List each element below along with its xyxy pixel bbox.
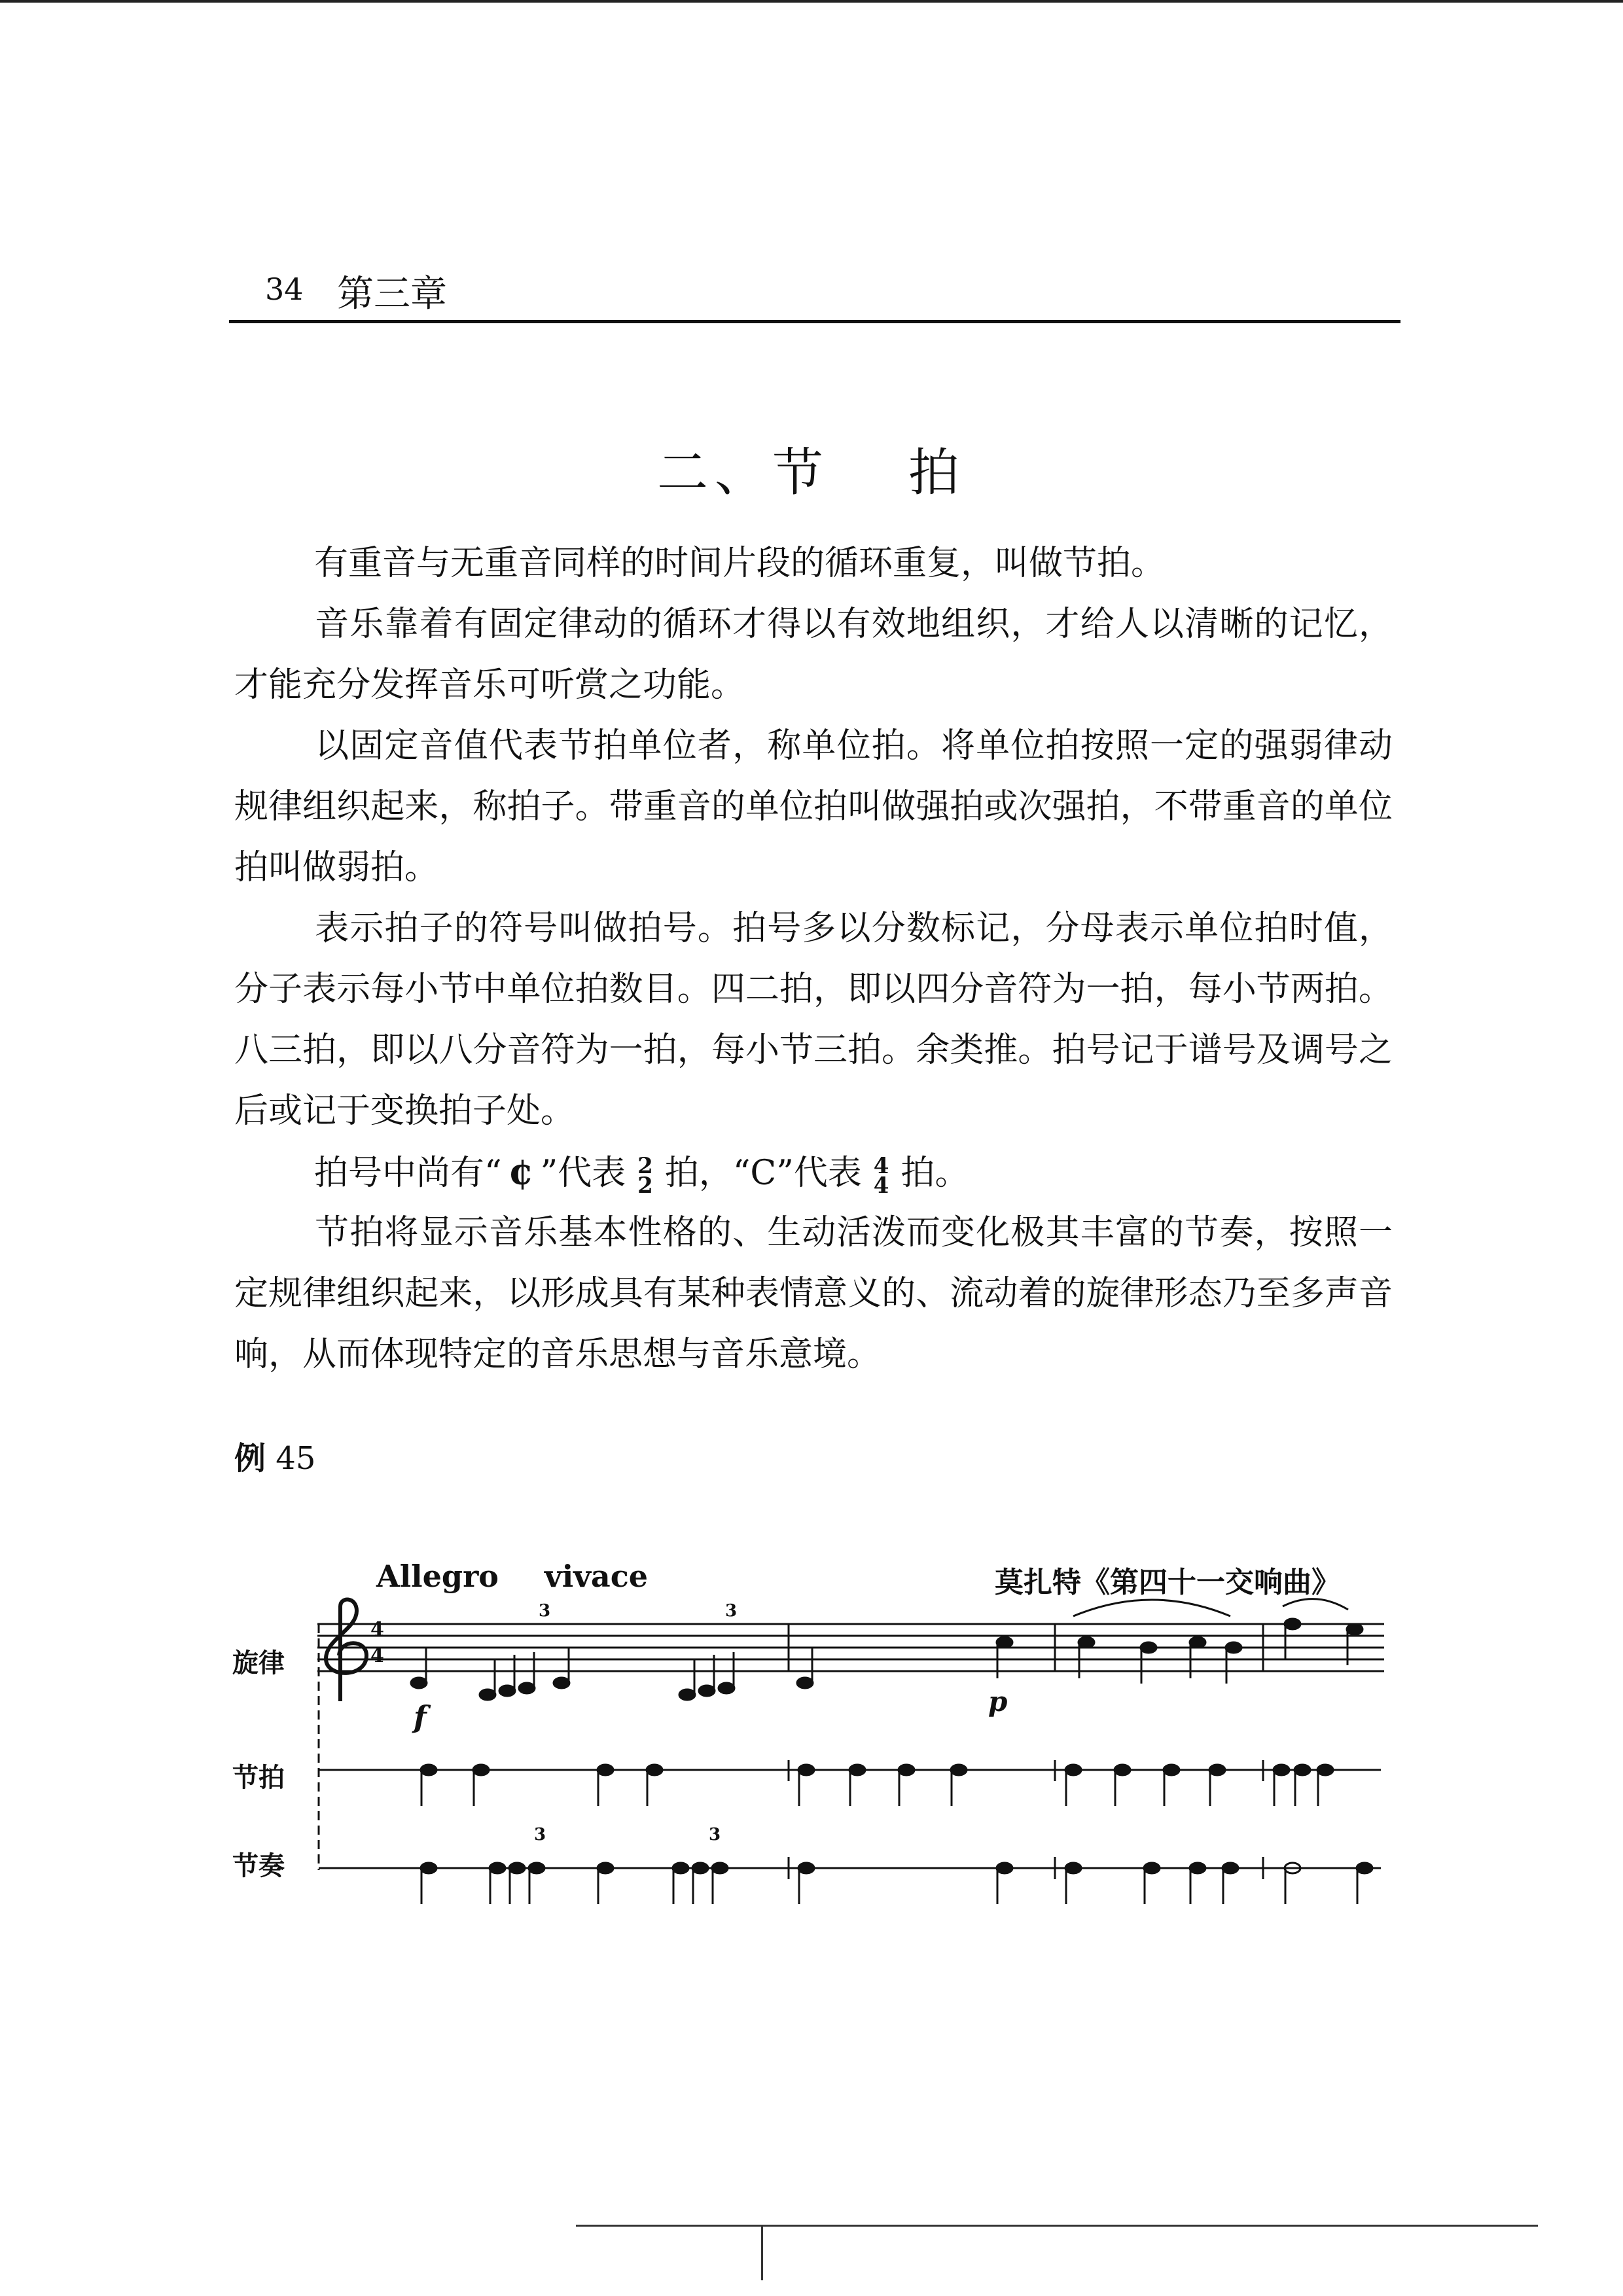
meter-beat [1209,1765,1225,1775]
score-drawing [317,1599,1384,1879]
melody-note [1141,1642,1156,1653]
dynamic-piano: p [988,1686,1008,1718]
meter-beat [1274,1765,1289,1775]
meter-beat [421,1765,437,1775]
slur [1073,1600,1230,1616]
triplet-mark-1: 3 [539,1601,551,1621]
melody-note [719,1683,734,1693]
bottom-rule [576,2225,1538,2227]
meter-beat [899,1765,914,1775]
paragraph-6-text: 节拍将显示音乐基本性格的、生动活泼而变化极其丰富的节奏，按照一定规律组织起来，以形成具有某种表情意义的、流动着的旋律形态乃至多声音响，从而体现特定的音乐思想与音乐意境。 [234,1213,1393,1374]
rhythm-note [529,1863,544,1873]
time-sig-numerator: 4 [370,1618,384,1641]
frac2-numerator: 4 [873,1152,889,1179]
rhythm-note [997,1863,1012,1873]
example-number: 45 [276,1440,316,1477]
p5-part3: 拍，“C”代表 [664,1154,862,1193]
melody-note [1347,1624,1363,1634]
row-label-melody: 旋律 [232,1648,285,1678]
frac1-denominator: 2 [637,1172,653,1199]
melody-note [1190,1637,1205,1648]
meter-beat [1317,1765,1333,1775]
rhythm-note [692,1863,708,1873]
rhythm-note [597,1863,613,1873]
rhythm-note [1222,1863,1238,1873]
triplet-mark-3: 3 [534,1825,546,1845]
frac2-denominator: 4 [873,1172,889,1199]
meter-beat [473,1765,489,1775]
meter-beat [951,1765,967,1775]
chapter-title: 第三章 [337,273,447,315]
treble-clef-icon [326,1600,366,1702]
rhythm-note [421,1863,437,1873]
meter-beat [647,1765,662,1775]
melody-note [519,1683,535,1693]
melody-note [679,1689,695,1700]
meter-barlines [789,1760,1263,1879]
meter-beat [597,1765,613,1775]
p5-part2: ”代表 [540,1154,626,1193]
rhythm-note [798,1863,814,1873]
meter-beat [1164,1765,1179,1775]
triplet-mark-4: 3 [709,1825,721,1845]
triplet-mark-2: 3 [725,1601,738,1621]
p5-part1: 拍号中尚有“ [314,1154,502,1193]
melody-note [480,1689,495,1700]
rhythm-note [1357,1863,1372,1873]
staff-lines [317,1624,1384,1671]
slur-2 [1283,1599,1348,1610]
melody-note [997,1637,1012,1648]
rhythm-note [712,1863,728,1873]
rhythm-note [509,1863,525,1873]
paragraph-4-text: 表示拍子的符号叫做拍号。拍号多以分数标记，分母表示单位拍时值，分子表示每小节中单位拍数目。四二拍，即以四分音符为一拍，每小节两拍。八三拍，即以八分音符为一拍，每小节三拍。余类推。拍号记于谱号及调号之后或记于变换拍子处。 [234,909,1393,1131]
melody-note [1079,1637,1094,1648]
time-sig-denominator: 4 [370,1644,384,1667]
meter-beat [849,1765,865,1775]
rhythm-note [1190,1863,1205,1873]
melody-note [554,1678,569,1688]
p5-part4: 拍。 [901,1154,969,1193]
row-label-rhythm: 节奏 [232,1850,285,1881]
meter-beat [1294,1765,1310,1775]
paragraph-2-text: 音乐靠着有固定律动的循环才得以有效地组织，才给人以清晰的记忆，才能充分发挥音乐可听赏之功能。 [234,605,1393,705]
melody-note [499,1686,515,1696]
meter-beat [1065,1765,1081,1775]
rhythm-note [490,1863,505,1873]
source-attribution: 莫扎特《第四十一交响曲》 [995,1566,1340,1599]
notes-layer [411,1619,1372,1904]
melody-note [1285,1619,1300,1629]
melody-note [1226,1642,1241,1653]
page-number: 34 [265,272,304,307]
melody-note [699,1686,715,1696]
paragraph-1-text: 有重音与无重音同样的时间片段的循环重复，叫做节拍。 [314,544,1166,583]
dynamic-forte: f [414,1699,427,1735]
tempo-vivace: vivace [544,1559,649,1594]
section-title-part-b: 拍 [908,444,967,503]
meter-beat [798,1765,814,1775]
example-word: 例 [234,1440,266,1477]
paragraph-3-text: 以固定音值代表节拍单位者，称单位拍。将单位拍按照一定的强弱律动规律组织起来，称拍子。带重音的单位拍叫做强拍或次强拍，不带重音的单位拍叫做弱拍。 [234,726,1393,887]
melody-note [411,1678,427,1688]
rhythm-note [673,1863,688,1873]
row-label-meter: 节拍 [232,1762,285,1793]
cut-time-symbol: ¢ [508,1150,534,1193]
rhythm-note [1144,1863,1160,1873]
bottom-tick [761,2225,763,2280]
section-title-part-a: 二、节 [656,444,830,503]
meter-beat [1115,1765,1130,1775]
melody-note [797,1678,813,1688]
frac1-numerator: 2 [637,1152,653,1179]
rhythm-note [1065,1863,1081,1873]
tempo-allegro: Allegro [376,1559,499,1594]
